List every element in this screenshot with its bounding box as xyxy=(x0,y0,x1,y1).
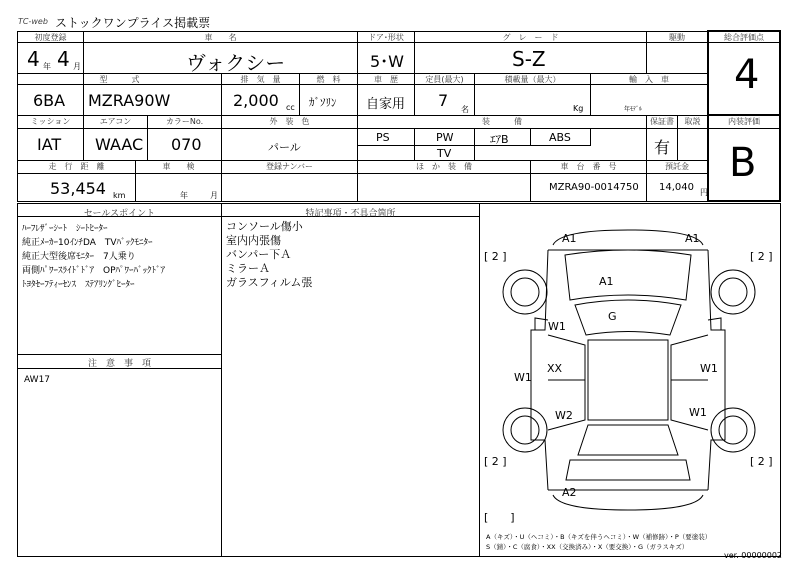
mark-w1-right: W1 xyxy=(700,362,718,375)
sales-points-title: セールスポイント xyxy=(83,209,156,219)
first-reg-month: 4 xyxy=(57,47,70,71)
mileage: 53,454 xyxy=(50,179,106,198)
mark-g-glass: G xyxy=(608,310,617,323)
mark-xx: XX xyxy=(547,362,563,375)
fuel: ｶﾞｿﾘﾝ xyxy=(309,96,337,109)
sales-point-line: 純正ﾒｰｶｰ10ｲﾝﾁDA TVﾊﾞｯｸﾓﾆﾀｰ xyxy=(22,238,153,248)
mark-w1-front: W1 xyxy=(548,320,566,333)
mark-w1-left: W1 xyxy=(514,371,532,384)
label-car-name: 車 名 xyxy=(204,33,237,42)
label-displacement: 排 気 量 xyxy=(240,75,281,84)
sales-point-line: ﾊｰﾌﾚｻﾞｰｼｰﾄ ｼｰﾄﾋｰﾀｰ xyxy=(22,224,108,234)
label-first-reg: 初度登録 xyxy=(34,33,67,42)
year-unit: 年 xyxy=(180,191,188,200)
type-prefix: 6BA xyxy=(33,91,66,110)
vin: MZRA90-0014750 xyxy=(549,182,639,193)
label-warranty: 保証書 xyxy=(650,117,674,126)
mark-a1-hood: A1 xyxy=(599,275,614,288)
capacity-unit: 名 xyxy=(461,105,469,114)
sales-points-list xyxy=(22,222,165,292)
mark-w2: W2 xyxy=(555,409,573,422)
special-note-line: ガラスフィルム張 xyxy=(226,276,313,289)
label-equipment: 装 備 xyxy=(482,117,522,126)
month-unit: 月 xyxy=(73,62,81,71)
special-notes-title: 特記事項・不具合箇所 xyxy=(305,209,396,219)
label-drive: 駆動 xyxy=(669,33,685,42)
label-mission: ミッション xyxy=(30,117,71,126)
label-interior-score: 内装評価 xyxy=(728,117,760,126)
model-year-label: 年ﾓﾃﾞﾙ xyxy=(624,106,643,113)
yen-unit: 円 xyxy=(700,188,708,197)
legend-line-2: S（錆）・C（腐食）・XX（交換済み）・X（要交換）・G（ガラスキズ） xyxy=(486,543,689,551)
aircon: WAAC xyxy=(95,135,144,154)
label-fuel: 燃 料 xyxy=(316,75,341,84)
special-note-line: バンパー下Ａ xyxy=(226,248,292,261)
label-plate: 登録ナンバー xyxy=(265,162,314,171)
bracket-top-right: [ 2 ] xyxy=(750,250,773,263)
total-score: 4 xyxy=(734,52,760,98)
label-mileage: 走 行 距 離 xyxy=(48,162,105,171)
label-total-score: 総合評価点 xyxy=(724,33,764,42)
label-type: 型 式 xyxy=(99,75,140,84)
sales-point-line: 両側ﾊﾟﾜｰｽﾗｲﾄﾞﾄﾞｱ OPﾊﾟﾜｰﾊﾞｯｸﾄﾞｱ xyxy=(22,266,166,276)
label-vin: 車 台 番 号 xyxy=(560,162,617,171)
equip-ps: PS xyxy=(376,131,390,144)
door-shape: 5･W xyxy=(370,52,405,71)
label-price: 預託金 xyxy=(665,162,689,171)
sales-point-line: 純正大型後席ﾓﾆﾀｰ 7人乗り xyxy=(22,252,136,262)
label-aircon: エアコン xyxy=(99,117,132,126)
displacement: 2,000 xyxy=(233,91,279,110)
load-unit: Kg xyxy=(573,104,584,113)
mark-a2: A2 xyxy=(562,486,577,499)
sales-point-line: ﾄﾖﾀｾｰﾌﾃｨｰｾﾝｽ ｽﾃｱﾘﾝｸﾞﾋｰﾀｰ xyxy=(22,280,135,290)
cc-unit: cc xyxy=(286,103,295,112)
label-history: 車 歴 xyxy=(374,75,398,84)
color-no: 070 xyxy=(171,135,202,154)
bracket-top-left: [ 2 ] xyxy=(484,250,507,263)
equip-pw: PW xyxy=(436,131,454,144)
special-note-line: ミラーＡ xyxy=(226,262,270,275)
label-capacity: 定員(最大) xyxy=(425,75,464,84)
page-title: ストックワンプライス掲載票 xyxy=(55,16,211,30)
version-label: ver. 00000002 xyxy=(724,551,783,560)
exterior-color: パール xyxy=(268,141,301,154)
car-name: ヴォクシー xyxy=(186,51,286,75)
label-exterior: 外 装 色 xyxy=(269,117,310,126)
interior-score: B xyxy=(729,140,757,186)
special-note-line: 室内内張傷 xyxy=(226,234,281,247)
mission: IAT xyxy=(37,135,62,154)
legend-line-1: A（キズ）・U（ヘコミ）・B（キズを伴うヘコミ）・W（補修跡）・P（要塗装） xyxy=(486,533,712,541)
equip-abs: ABS xyxy=(549,131,571,144)
month-unit: 月 xyxy=(210,191,218,200)
mark-a1-right: A1 xyxy=(685,232,700,245)
km-unit: km xyxy=(113,191,126,200)
label-color-no: カラーNo. xyxy=(165,117,204,126)
first-reg-year: 4 xyxy=(27,47,40,71)
label-import: 輸 入 車 xyxy=(629,75,669,84)
label-other-equip: ほ か 装 備 xyxy=(416,162,472,171)
equip-tv: TV xyxy=(437,147,452,160)
history: 自家用 xyxy=(366,97,406,112)
label-manual: 取説 xyxy=(684,117,701,126)
bracket-bottom-right: [ 2 ] xyxy=(750,455,773,468)
special-note-line: コンソール傷小 xyxy=(226,220,303,233)
year-unit: 年 xyxy=(43,62,51,71)
grade: S-Z xyxy=(512,47,546,71)
deposit-price: 14,040 xyxy=(659,182,694,193)
warranty: 有 xyxy=(654,138,671,157)
label-inspection: 車 検 xyxy=(162,162,195,171)
label-grade: グ レ ー ド xyxy=(502,33,559,42)
label-load: 積載量（最大） xyxy=(504,75,561,84)
mark-a1-left: A1 xyxy=(562,232,577,245)
notes-title: 注 意 事 項 xyxy=(87,359,151,369)
logo: TC-web xyxy=(18,17,48,26)
special-notes-list xyxy=(226,220,312,290)
label-door-shape: ドア･形状 xyxy=(368,33,404,42)
mark-w1-rear: W1 xyxy=(689,406,707,419)
bracket-bottom-left: [ 2 ] xyxy=(484,455,507,468)
notes-line: AW17 xyxy=(24,375,51,385)
type-code: MZRA90W xyxy=(88,91,171,110)
capacity: 7 xyxy=(438,91,449,110)
bracket-bottom: [ ] xyxy=(484,511,515,524)
equip-airbag: ｴｱB xyxy=(490,133,509,146)
